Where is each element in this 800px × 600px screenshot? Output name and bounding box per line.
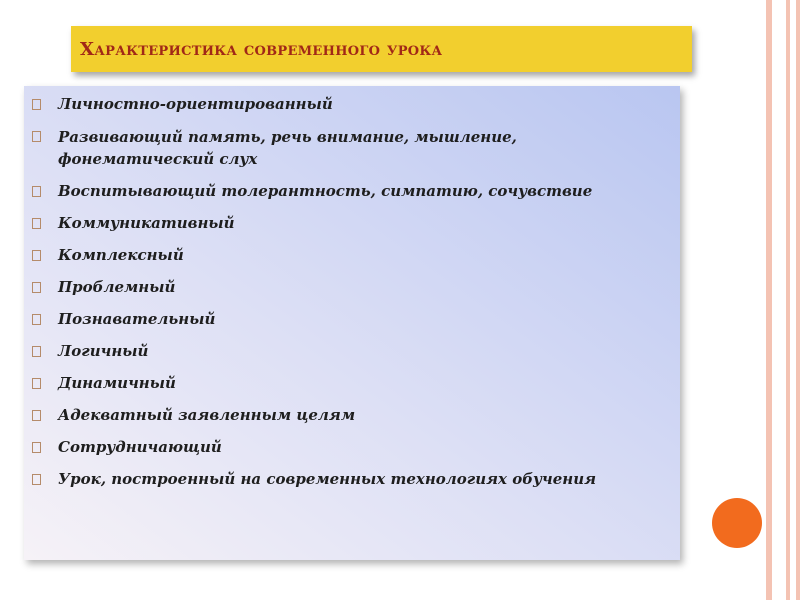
title-bar	[71, 26, 692, 72]
bullet-icon	[32, 250, 41, 261]
decorative-stripe	[766, 0, 772, 600]
accent-circle	[712, 498, 762, 548]
list-item	[24, 126, 680, 170]
list-item	[24, 245, 680, 266]
list-item	[24, 181, 680, 202]
list-item-text: Проблемный	[58, 278, 176, 296]
list-item-text: Личностно-ориентированный	[58, 95, 333, 113]
list-item-text: Сотрудничающий	[58, 438, 222, 456]
list-item-text: Урок, построенный на современных технологиях обучения	[58, 470, 597, 488]
characteristics-list	[24, 94, 680, 501]
bullet-icon	[32, 131, 41, 142]
list-item-text: Логичный	[58, 342, 149, 360]
bullet-icon	[32, 218, 41, 229]
list-item	[24, 213, 680, 234]
slide-title: Характеристика современного урока	[80, 38, 443, 60]
list-item	[24, 277, 680, 298]
list-item-text: Коммуникативный	[58, 214, 235, 232]
list-item	[24, 94, 680, 115]
bullet-icon	[32, 474, 41, 485]
bullet-icon	[32, 410, 41, 421]
list-item-text: Динамичный	[58, 374, 176, 392]
list-item	[24, 405, 680, 426]
content-box	[24, 86, 680, 560]
list-item	[24, 309, 680, 330]
list-item-text: Адекватный заявленным целям	[58, 406, 356, 424]
list-item-text: Познавательный	[58, 310, 216, 328]
list-item-text: Воспитывающий толерантность, симпатию, сочувствие	[58, 182, 593, 200]
decorative-stripe	[796, 0, 800, 600]
list-item-text: Комплексный	[58, 246, 184, 264]
bullet-icon	[32, 442, 41, 453]
bullet-icon	[32, 99, 41, 110]
bullet-icon	[32, 314, 41, 325]
list-item	[24, 373, 680, 394]
list-item	[24, 469, 680, 490]
decorative-stripe	[786, 0, 790, 600]
list-item	[24, 341, 680, 362]
bullet-icon	[32, 378, 41, 389]
list-item	[24, 437, 680, 458]
bullet-icon	[32, 282, 41, 293]
list-item-text: Развивающий память, речь внимание, мышление, фонематический слух	[58, 128, 517, 168]
bullet-icon	[32, 346, 41, 357]
bullet-icon	[32, 186, 41, 197]
